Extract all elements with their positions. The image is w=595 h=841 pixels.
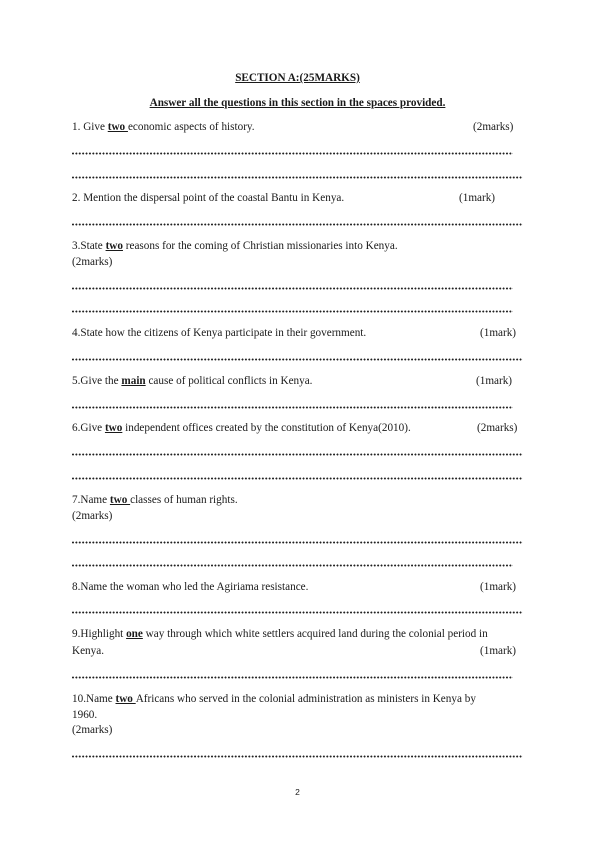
question-1: 1. Give two economic aspects of history.: [72, 121, 255, 133]
question-8: 8.Name the woman who led the Agiriama resistance.: [72, 581, 309, 593]
emphasis-word: two: [104, 422, 123, 434]
page-number: 2: [295, 787, 300, 797]
question-7: 7.Name two classes of human rights.: [72, 494, 238, 506]
question-4: 4.State how the citizens of Kenya participate in their government.: [72, 327, 367, 339]
marks-label: (2marks): [477, 422, 518, 434]
question-9: 9.Highlight one way through which white settlers acquired land during the colonial period in: [72, 628, 488, 640]
answer-line[interactable]: [72, 755, 523, 758]
answer-line[interactable]: [72, 310, 513, 313]
marks-label: (1mark): [476, 375, 513, 387]
emphasis-word: one: [126, 628, 143, 640]
answer-line[interactable]: [72, 453, 523, 456]
question-10: 10.Name two Africans who served in the colonial administration as ministers in Kenya by: [72, 693, 476, 705]
question-10-continued: 1960.: [72, 709, 98, 721]
answer-line[interactable]: [72, 287, 513, 290]
marks-label: (2marks): [72, 724, 113, 736]
marks-label: (2marks): [473, 121, 514, 133]
answer-line[interactable]: [72, 676, 513, 679]
question-6: 6.Give two independent offices created by the constitution of Kenya(2010).: [72, 422, 411, 434]
emphasis-word: two: [109, 494, 131, 506]
marks-label: (1mark): [480, 581, 517, 593]
question-2: 2. Mention the dispersal point of the coastal Bantu in Kenya.: [72, 192, 345, 204]
marks-label: (2marks): [72, 256, 113, 268]
instructions: Answer all the questions in this section in the spaces provided.: [149, 97, 446, 109]
marks-label: (1mark): [480, 327, 517, 339]
answer-line[interactable]: [72, 358, 523, 361]
marks-label: (1mark): [480, 645, 517, 657]
emphasis-word: two: [107, 121, 128, 133]
answer-line[interactable]: [72, 152, 513, 155]
question-9-continued: Kenya.: [72, 645, 104, 657]
answer-line[interactable]: [72, 541, 523, 544]
answer-line[interactable]: [72, 176, 523, 179]
section-title: SECTION A:(25MARKS): [235, 72, 360, 84]
answer-line[interactable]: [72, 564, 513, 567]
answer-line[interactable]: [72, 477, 523, 480]
answer-line[interactable]: [72, 611, 523, 614]
marks-label: (1mark): [459, 192, 496, 204]
emphasis-word: two: [105, 240, 123, 252]
answer-line[interactable]: [72, 406, 513, 409]
answer-line[interactable]: [72, 223, 523, 226]
emphasis-word: main: [121, 375, 146, 387]
marks-label: (2marks): [72, 510, 113, 522]
question-5: 5.Give the main cause of political conflicts in Kenya.: [72, 375, 313, 387]
emphasis-word: two: [115, 693, 136, 705]
question-3: 3.State two reasons for the coming of Christian missionaries into Kenya.: [72, 240, 398, 252]
